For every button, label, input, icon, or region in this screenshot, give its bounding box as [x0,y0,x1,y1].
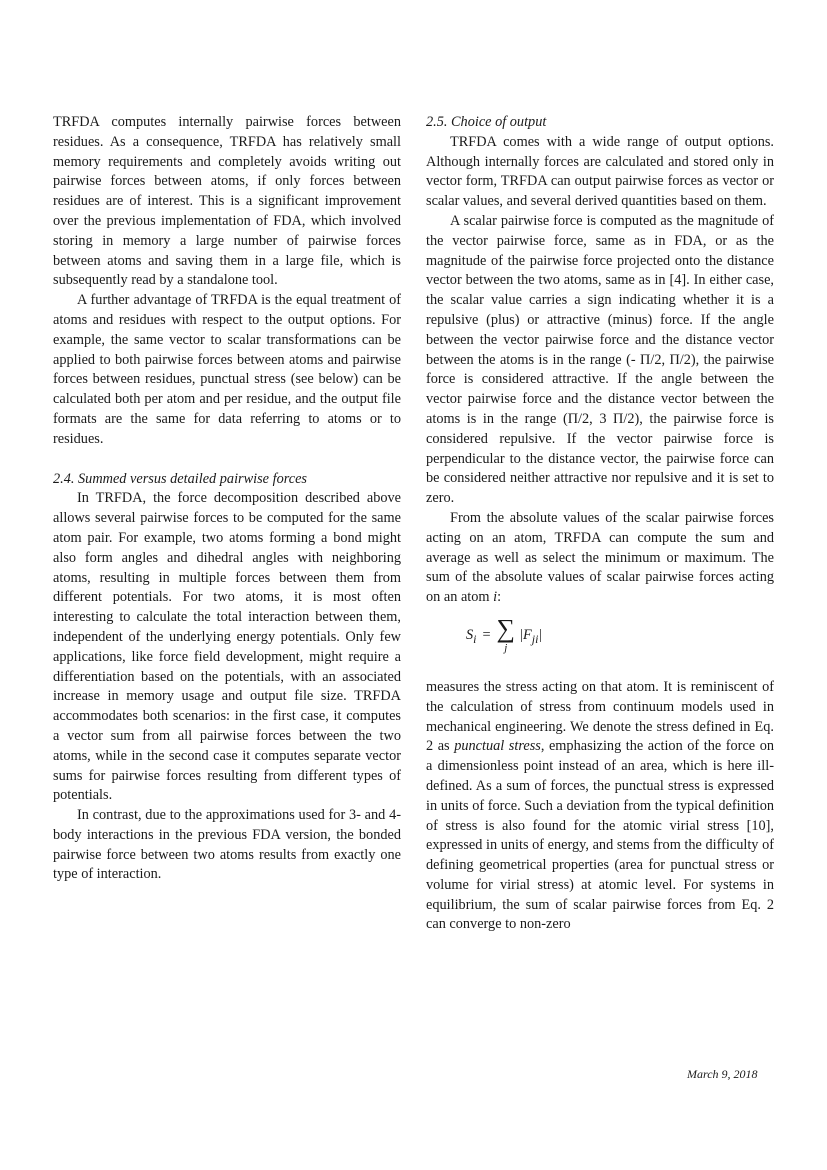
paragraph: In TRFDA, the force decomposition described above allows several pairwise forces to be computed for the same atom pair. For example, two atoms forming a bond might also form angles and dihedral angles with neighboring atoms, resulting in multiple forces between them from different potentials. For two atoms, it is most often interesting to calculate the total interaction between them, independent of the underlying energy potentials. Only few applications, like force field development, might require a differentiation based on the potentials, with an associated increase in memory usage and output file size. TRFDA accommodates both scenarios: in the first case, it computes a vector sum from all pairwise forces between the two atoms, while in the second case it computes separate vector sums for pairwise forces resulting from different types of potentials. [53,490,401,804]
equation-lhs: $S_i$ [466,626,477,646]
section-title: 2.4. Summed versus detailed pairwise forces [53,470,307,487]
summation [496,613,516,654]
sum-index: j [504,641,508,654]
paragraph: A scalar pairwise force is computed as the magnitude of the vector pairwise force, same as in FDA, or as the magnitude of the pairwise force projected onto the distance vector between the two atoms, same as in [4]. In either case, the scalar value carries a sign indicating whether it is a repulsive (plus) or attractive (minus) force. If the angle between the vector pairwise force and the distance vector between the atoms is in the range (- Π/2, Π/2), the pairwise force is considered attractive. If the angle between the vector pairwise force and the distance vector between the atoms is in the range (Π/2, 3 Π/2), the pairwise force is considered repulsive. If the vector pairwise force is perpendicular to the distance vector, the pairwise force can be considered neither attractive nor repulsive and it is set to zero. [426,212,774,507]
paragraph: TRFDA computes internally pairwise forces between residues. As a consequence, TRFDA has relatively small memory requirements and completely avoids writing out pairwise forces between atoms, if only forces between residues are of interest. This is a significant improvement over the previous implementation of FDA, which involved storing in memory a large number of pairwise forces between atoms and saving them in a large file, which is subsequently read by a standalone tool. [53,114,401,289]
math-variable: i [493,589,498,606]
equation-rhs: $|F_{ji}|$ [519,626,543,646]
paragraph: TRFDA comes with a wide range of output options. Although internally forces are calculated and stored only in vector form, TRFDA can output pairwise forces as vector or scalar values, and several derived quantities based on them. [426,133,774,210]
paragraph: A further advantage of TRFDA is the equal treatment of atoms and residues with respect to the output options. For example, the same vector to scalar transformations can be applied to both pairwise forces between atoms and pairwise forces between residues, punctual stress (see below) can be calculated both per atom and per residue, and the output file formats are the same for data referring to atoms or to residues. [53,292,401,447]
punctuation: : [497,589,502,606]
left-column [53,113,401,885]
paragraph-text: From the absolute values of the scalar pairwise forces acting on an atom, TRFDA can compute the sum and average as well as select the minimum or maximum. The sum of the absolute values of scalar pairwise forces acting on an atom [426,509,774,606]
equation [426,613,774,674]
paragraph: measures the stress acting on that atom. It is reminiscent of the calculation of stress from continuum models used in mechanical engineering. We denote the stress defined in Eq. 2 as punctual stress, emphasizing the action of the force on a dimensionless point instead of an area, which is here ill-defined. As a sum of forces, the punctual stress is expressed in units of force. Such a deviation from the typical definition of stress is also found for the atomic virial stress [10], expressed in units of energy, and stems from the difficulty of defining geometrical properties (area for punctual stress or volume for virial stress) at atomic level. For systems in equilibrium, the sum of scalar pairwise forces from Eq. 2 can converge to non-zero [426,678,774,933]
equals-sign: = [482,626,491,643]
section-title: 2.5. Choice of output [426,114,547,130]
sigma-symbol: ∑ [496,613,516,643]
paragraph [426,509,774,608]
emphasis: punctual stress [454,738,541,755]
right-column [426,113,774,935]
paragraph: In contrast, due to the approximations used for 3- and 4-body interactions in the previous FDA version, the bonded pairwise force between two atoms results from exactly one type of interaction. [53,807,401,883]
footer-date: March 9, 2018 [687,1067,758,1081]
